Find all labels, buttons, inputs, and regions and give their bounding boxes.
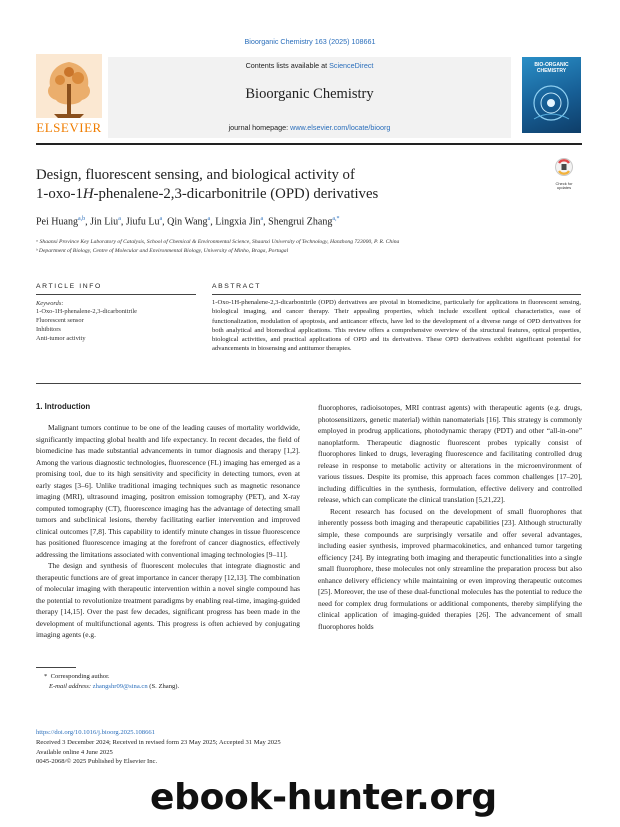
title-part-a: 1-oxo-1 xyxy=(36,186,83,202)
author-name: Lingxia Jin xyxy=(215,216,261,228)
author-affiliation-marker[interactable]: a xyxy=(207,216,211,222)
journal-title: Bioorganic Chemistry xyxy=(245,86,374,102)
cover-line-2: CHEMISTRY xyxy=(536,67,567,74)
article-info-heading: ARTICLE INFO xyxy=(36,283,102,290)
cover-title xyxy=(525,63,578,74)
intro-paragraph-3: Recent research has focused on the development of small fluorophores that inherently possess both imaging and therapeutic capabilities [23]. Although structurally simple, these compounds are surprisingly versatile and offer several advantages, including easier synthesis, improved pharmacokinetics, and enhanced tumor targeting efficiency [24]. By integrating both imaging and therapeutic functionalities into a single small fluorophore, these molecules not only streamline the preparation process but also enhance delivery efficiency while maintaining or even improving therapeutic outcomes [25]. Moreover, the use of these dual-functional molecules has the potential to reduce the need for complex drug formulations or additional components, thereby simplifying the clinical application of imaging-guided therapies [26]. The advancement of small fluorophores holds xyxy=(318,506,582,631)
title-part-b: -phenalene-2,3-dicarbonitrile (OPD) derivatives xyxy=(93,186,379,202)
keywords-label: Keywords: xyxy=(36,300,64,307)
badge-line-2: updates xyxy=(556,185,572,191)
intro-paragraph-2-continued: fluorophores, radioisotopes, MRI contrast agents) with therapeutic agents (e.g. drugs, photosensitizers, genetic material) within nanomaterials [16]. This strategy is commonly employed in prodrug applications, photodynamic therapy (PDT) and other “all-in-one” nanoplatform. Therapeutic diagnostic fluorescent probes typically consist of fluorophores linked to drugs, leveraging fluorescence and facilitating controlled drug release in response to metabolic activity or alterations in the microenvironment of various tissues. Despite its promise, this approach faces common challenges [17–20], including difficulties in the synthesis, formulation, effective delivery and controlled release, which can complicate the clinical translation [5,21,22]. xyxy=(318,403,582,504)
corresponding-author-footnote xyxy=(44,672,179,692)
author-name: Jin Liu xyxy=(90,216,119,228)
article-info-rule xyxy=(36,294,196,295)
received-dates: Received 3 December 2024; Received in revised form 23 May 2025; Accepted 31 May 2025 xyxy=(36,738,281,746)
keyword: 1-Oxo-1H-phenalene-2,3-dicarbonitrile xyxy=(36,308,137,315)
keyword: Fluorescent sensor xyxy=(36,317,84,324)
author-affiliation-marker[interactable]: a,* xyxy=(332,216,340,222)
elsevier-wordmark: ELSEVIER xyxy=(36,120,102,135)
abstract-heading: ABSTRACT xyxy=(212,283,262,290)
abstract-bottom-rule xyxy=(36,383,581,384)
email-label: E-mail address: xyxy=(48,683,93,690)
sciencedirect-link[interactable]: ScienceDirect xyxy=(329,61,374,70)
cover-line-1: BIO-ORGANIC xyxy=(534,62,569,68)
affiliation-b: ᵇ Department of Biology, Centre of Molecular and Environmental Biology, University of Minho, Braga, Portugal xyxy=(36,248,289,254)
check-for-updates-button[interactable] xyxy=(549,157,579,191)
header-rule xyxy=(36,143,582,145)
author-list: Pei Huang$^{a,b}$, Jin Liu$^a$, Jiufu Lu$^a$, Qin Wang$^a$, Lingxia Jin$^a$, Shengrui Zhang$^{a,*}$ xyxy=(36,216,340,228)
author-affiliation-marker[interactable]: a,b xyxy=(77,216,86,222)
keywords-block xyxy=(36,300,196,343)
publication-info xyxy=(36,728,281,767)
journal-cover-image xyxy=(522,57,581,133)
abstract-rule xyxy=(212,294,581,295)
homepage-prefix: journal homepage: xyxy=(228,123,291,132)
doi-link[interactable]: https://doi.org/10.1016/j.bioorg.2025.108661 xyxy=(36,729,155,736)
contents-prefix: Contents lists available at xyxy=(245,61,330,70)
badge-line-1: Check for xyxy=(555,181,573,186)
author-name: Jiufu Lu xyxy=(125,216,160,228)
journal-citation-link[interactable]: Bioorganic Chemistry 163 (2025) 108661 xyxy=(244,37,376,46)
available-online: Available online 4 June 2025 xyxy=(36,748,113,756)
intro-paragraph-1: Malignant tumors continue to be one of the leading causes of mortality worldwide, significantly impacting global health and life expectancy. In recent decades, the field of biomedicine has made substantial advancements in tumor diagnosis and therapy [1,2]. Among the various diagnostic technologies, fluorescence (FL) imaging has emerged as a promising tool, due to its high sensitivity and specificity in detecting tumors, even at early stages [3–6]. Unlike traditional imaging techniques such as magnetic resonance imaging (MRI), ultrasound imaging, positron emission tomography (PET), and X-ray computed tomography (CT), fluorescence imaging has the advantage of detecting small tumors and subclinical lesions, thereby facilitating earlier intervention and improved clinical outcomes [7,8]. This capability to identify minute changes in tissue fluorescence has positioned fluorescence imaging at the forefront of cancer diagnostics, effectively addressing the limitations associated with conventional imaging technologies [9–11]. xyxy=(36,423,300,559)
keyword: Inhibitors xyxy=(36,326,61,333)
footnote-marker: * xyxy=(44,673,48,680)
author-affiliation-marker[interactable]: a xyxy=(159,216,163,222)
author-name: Pei Huang xyxy=(36,216,78,228)
affiliation-a: ᵃ Shaanxi Province Key Laboratory of Catalysis, School of Chemical & Environmental Science, Shaanxi University of Technology, Hanzhong 723000, P. R. China xyxy=(36,239,400,245)
contents-line xyxy=(108,61,511,70)
paper-title xyxy=(36,166,506,204)
title-italic-h: H xyxy=(82,186,94,202)
cover-graphic xyxy=(528,81,575,127)
check-for-updates-icon xyxy=(549,157,579,177)
journal-homepage-link[interactable]: www.elsevier.com/locate/bioorg xyxy=(290,123,391,132)
author-affiliation-marker[interactable]: a xyxy=(118,216,121,222)
journal-homepage-line xyxy=(108,123,511,132)
title-line-1: Design, fluorescent sensing, and biological activity of xyxy=(36,167,355,183)
copyright-line: 0045-2068/© 2025 Published by Elsevier Inc. xyxy=(36,758,158,766)
author-name: Shengrui Zhang xyxy=(268,216,333,228)
author-affiliation-marker[interactable]: a xyxy=(260,216,264,222)
body-column-right xyxy=(318,402,582,632)
keyword: Anti-tumor activity xyxy=(36,335,86,342)
introduction-heading: 1. Introduction xyxy=(36,402,91,411)
author-email-link[interactable]: zhangshr09@sina.cn xyxy=(92,683,148,690)
footnote-rule xyxy=(36,667,76,668)
intro-paragraph-2: The design and synthesis of fluorescent molecules that integrate diagnostic and therapeutic functions are of great importance in cancer therapy [12,13]. The combination of molecular imaging with therapeutic intervention within a novel single compound has the potential to revolutionize treatment paradigms by enabling real-time, imaging-guided therapy [14,15]. Over the past few decades, significant progress has been made in the development of multifunctional agents. This progress is often achieved by conjugating imaging agents (e.g. xyxy=(36,561,300,639)
author-name: Qin Wang xyxy=(167,216,208,228)
title-line-2 xyxy=(36,185,506,204)
body-column-left xyxy=(36,422,300,641)
watermark-text: ebook-hunter.org xyxy=(150,777,497,818)
abstract-text: 1-Oxo-1H-phenalene-2,3-dicarbonitrile (OPD) derivatives are pivotal in biomedicine, particularly for applications in fluorescent sensing, biological imaging, and cancer therapy. Their appealing properties, which include excellent optical characteristics, ease of functionalization, modulation of apoptosis, and anticancer effects, have led to the development of a diverse range of OPD derivatives for both analytical and biomedical applications. This review offers a comprehensive overview of the structural features, optical properties, biological activities, and practical applications of OPD and its derivatives. These OPD derivatives exhibit significant potential for advancements in biosensing and antitumor therapies. xyxy=(212,299,581,353)
footnote-corresponding: Corresponding author. xyxy=(50,673,110,680)
email-suffix: (S. Zhang). xyxy=(147,683,180,690)
